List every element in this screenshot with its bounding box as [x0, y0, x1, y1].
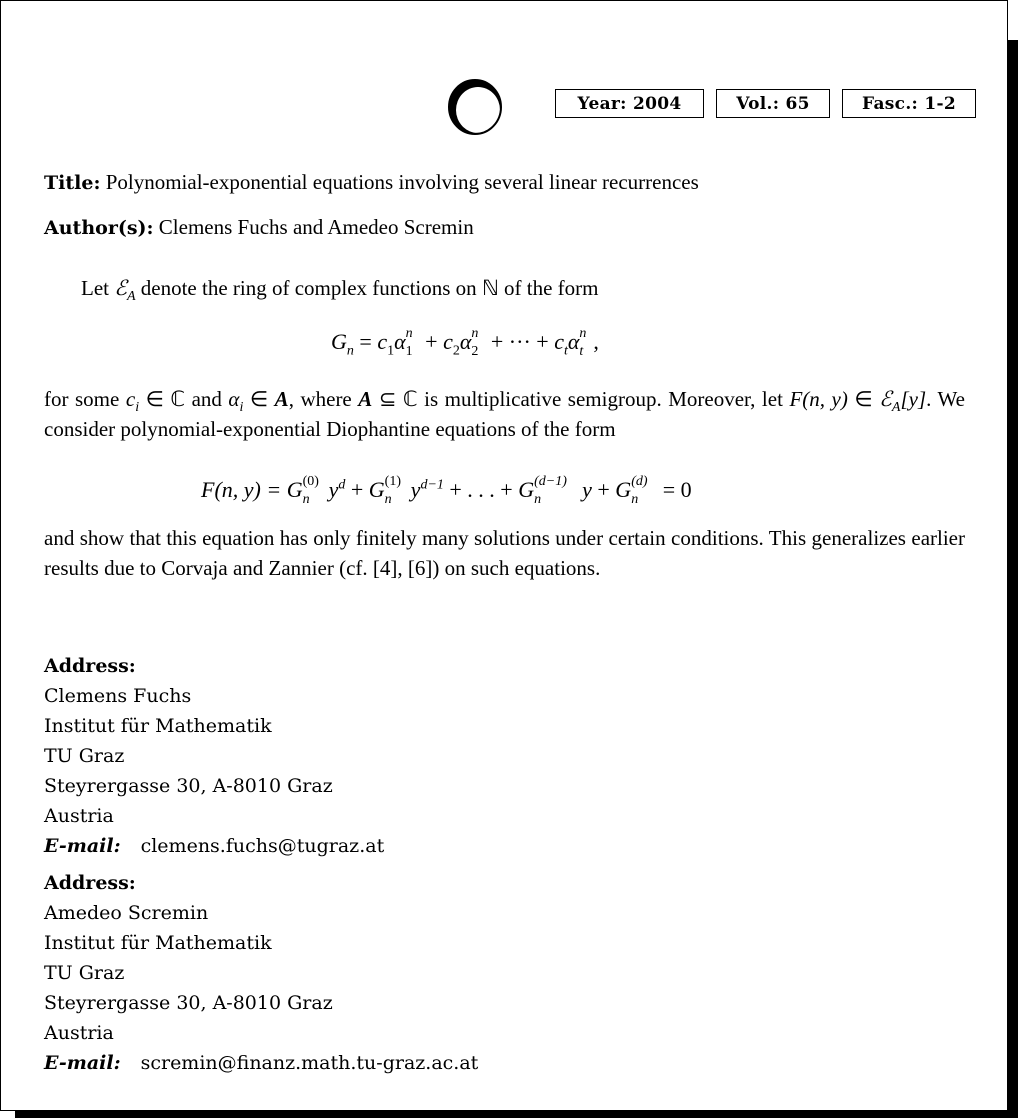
address-line: Steyrergasse 30, A-8010 Graz — [44, 992, 333, 1014]
page-shadow-right — [1007, 40, 1018, 1118]
address-line: TU Graz — [44, 962, 125, 984]
email-label: E-mail: — [44, 835, 121, 857]
title-line — [44, 167, 965, 198]
address-line: Austria — [44, 805, 114, 827]
email-address[interactable]: clemens.fuchs@tugraz.at — [140, 835, 385, 857]
address-label: Address: — [44, 655, 136, 677]
email-address[interactable]: scremin@finanz.math.tu-graz.ac.at — [140, 1052, 479, 1074]
email-label: E-mail: — [44, 1052, 121, 1074]
author-line — [44, 212, 965, 243]
address-line: Amedeo Scremin — [44, 902, 209, 924]
address-line: TU Graz — [44, 745, 125, 767]
address-block-fuchs — [44, 651, 384, 861]
abstract-paragraph-1: Let ℰ$_A$ denote the ring of complex functions on ℕ of the form — [81, 276, 599, 305]
abstract-paragraph-3: and show that this equation has only finitely many solutions under certain conditions. This generalizes earlier results due to Corvaja and Zannier (cf. [4], [6]) on such equations. — [44, 526, 965, 580]
address-line: Steyrergasse 30, A-8010 Graz — [44, 775, 333, 797]
article-authors: Clemens Fuchs and Amedeo Scremin — [158, 215, 474, 239]
equation-f-n-y: F(n, y) = G (0) n $y^d + G$ (1) n $y^{d-1}$ + . . . + G (d−1) n y + G (d) n = 0 — [201, 473, 692, 507]
email-line — [44, 831, 384, 861]
crescent-circle-logo — [447, 79, 503, 135]
email-line — [44, 1048, 478, 1078]
address-block-scremin — [44, 868, 478, 1078]
volume-badge: Vol.: 65 — [716, 89, 830, 118]
abstract-paragraph-2: for some $c_i$ ∈ ℂ and $\alpha_i$ ∈ A, where A ⊆ ℂ is multiplicative semigroup. Moreover, let F(n, y) ∈ ℰ$_A$[y]. We consider polynomial-exponential Diophantine equations of the form — [44, 387, 965, 441]
title-label: Title: — [44, 172, 101, 194]
page-shadow-bottom — [15, 1110, 1018, 1118]
address-line: Institut für Mathematik — [44, 932, 272, 954]
authors-label: Author(s): — [44, 217, 154, 239]
fascicle-badge: Fasc.: 1-2 — [842, 89, 976, 118]
address-line: Clemens Fuchs — [44, 685, 192, 707]
equation-g-n: $G_n = c_1\alpha$ n 1 + $c_2\alpha$ n 2 + ··· + $c_t\alpha$ n t , — [331, 325, 599, 359]
article-title: Polynomial-exponential equations involving several linear recurrences — [105, 170, 699, 194]
address-label: Address: — [44, 872, 136, 894]
address-line: Institut für Mathematik — [44, 715, 272, 737]
address-line: Austria — [44, 1022, 114, 1044]
year-badge: Year: 2004 — [555, 89, 704, 118]
